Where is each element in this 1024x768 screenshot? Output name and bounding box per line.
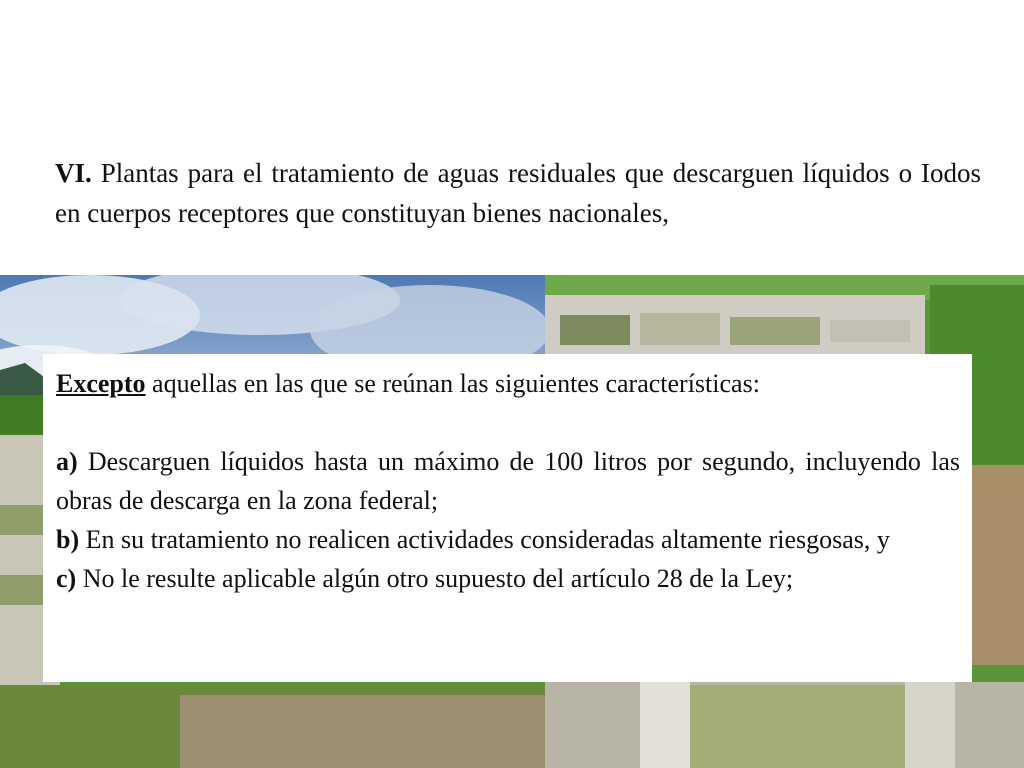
intro-keyword: Excepto (56, 369, 146, 398)
item-label: c) (56, 564, 77, 593)
item-text: Descarguen líquidos hasta un máximo de 100 litros por segundo, incluyendo las obras de descarga en la zona federal; (56, 447, 960, 515)
list-item-c (56, 559, 960, 598)
exception-notice-box (43, 354, 972, 682)
item-text: No le resulte aplicable algún otro supuesto del artículo 28 de la Ley; (82, 564, 794, 593)
intro-text: aquellas en las que se reúnan las siguientes características: (152, 369, 760, 398)
heading-paragraph (55, 153, 981, 233)
notice-spacer (56, 403, 960, 442)
item-text: En su tratamiento no realicen actividades consideradas altamente riesgosas, y (85, 525, 890, 554)
item-label: b) (56, 525, 80, 554)
heading-text: Plantas para el tratamiento de aguas residuales que descarguen líquidos o Iodos en cuerpos receptores que constituyan bienes nacionales, (55, 158, 982, 228)
list-item-a (56, 442, 960, 520)
heading-numeral: VI. (55, 158, 92, 188)
item-label: a) (56, 447, 78, 476)
notice-intro (56, 364, 960, 403)
list-item-b (56, 520, 960, 559)
